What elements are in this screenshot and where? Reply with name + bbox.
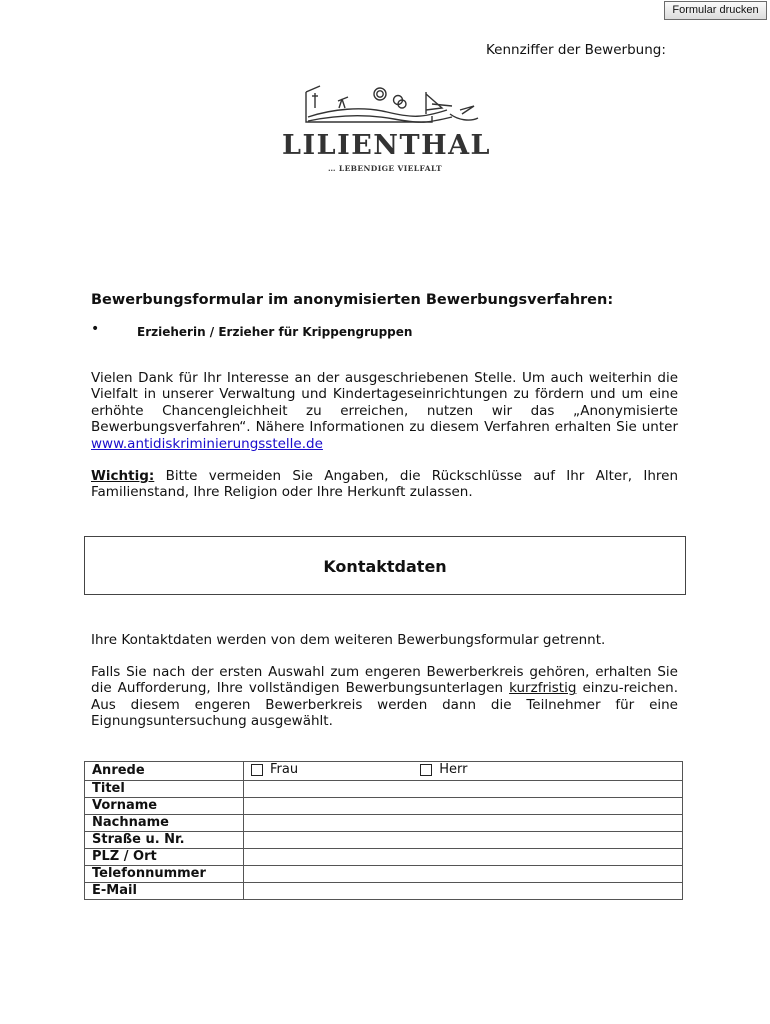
logo-wordmark: LILIENTHAL [282, 130, 492, 161]
section-title: Kontaktdaten [323, 557, 447, 576]
position-title: Erzieherin / Erzieher für Krippengruppen [137, 325, 413, 339]
first-name-field[interactable] [244, 797, 683, 814]
shortlist-paragraph [91, 664, 678, 730]
intro-text: Vielen Dank für Ihr Interesse an der ausgeschriebenen Stelle. Um auch weiterhin die Vielfalt in unserer Verwaltung und Kindertageseinrichtungen zu fördern und um eine erhöhte Chancengleichheit zu erreichen, nutzen wir das „Anonymisierte Bewerbungsverfahren“. Nähere Informationen zu diesem Verfahren erhalten Sie unter [91, 370, 678, 436]
table-row [85, 762, 683, 781]
application-reference-label: Kennziffer der Bewerbung: [486, 42, 666, 58]
title-field[interactable] [244, 780, 683, 797]
phone-field[interactable] [244, 865, 683, 882]
notice-paragraph [91, 468, 678, 501]
lilienthal-logo [282, 84, 492, 178]
shortlist-emphasis: kurzfristig [509, 680, 577, 697]
intro-paragraph [91, 370, 678, 452]
form-heading: Bewerbungsformular im anonymisierten Bewerbungsverfahren: [91, 292, 614, 308]
salutation-label: Anrede [85, 762, 244, 781]
phone-label: Telefonnummer [85, 865, 244, 882]
last-name-field[interactable] [244, 814, 683, 831]
section-box [84, 536, 686, 595]
contact-form-table [84, 761, 683, 900]
title-label: Titel [85, 780, 244, 797]
frau-checkbox[interactable] [251, 764, 263, 776]
frau-label: Frau [270, 762, 299, 777]
shortlist-text-before: Falls Sie nach der ersten Auswahl zum engeren Bewerberkreis gehören, erhalten Sie die Aufforderung, Ihre vollständigen Bewerbungsunterlagen [91, 664, 678, 697]
notice-label: Wichtig: [91, 468, 155, 484]
notice-text: Bitte vermeiden Sie Angaben, die Rückschlüsse auf Ihr Alter, Ihren Familienstand, Ihre Religion oder Ihre Herkunft zulassen. [91, 468, 678, 501]
table-row [85, 882, 683, 899]
table-row [85, 831, 683, 848]
logo-illustration [282, 84, 488, 130]
table-row [85, 780, 683, 797]
salutation-frau-option[interactable] [251, 762, 298, 777]
antidiscrimination-link[interactable]: www.antidiskriminierungsstelle.de [91, 435, 323, 452]
table-row [85, 814, 683, 831]
herr-checkbox[interactable] [420, 764, 432, 776]
bullet-symbol: • [91, 321, 100, 337]
shortlist-text-after: einzu-reichen. Aus diesem engeren Bewerberkreis werden dann die Teilnehmer für eine Eignungsuntersuchung ausgewählt. [91, 680, 679, 730]
print-form-button[interactable]: Formular drucken [664, 1, 767, 20]
email-label: E-Mail [85, 882, 244, 899]
logo-tagline: … LEBENDIGE VIELFALT [327, 164, 443, 173]
first-name-label: Vorname [85, 797, 244, 814]
street-label: Straße u. Nr. [85, 831, 244, 848]
postcode-city-label: PLZ / Ort [85, 848, 244, 865]
table-row [85, 848, 683, 865]
salutation-herr-option[interactable] [302, 762, 467, 777]
email-field[interactable] [244, 882, 683, 899]
contact-note: Ihre Kontaktdaten werden von dem weiteren Bewerbungsformular getrennt. [91, 632, 606, 648]
postcode-city-field[interactable] [244, 848, 683, 865]
last-name-label: Nachname [85, 814, 244, 831]
table-row [85, 797, 683, 814]
table-row [85, 865, 683, 882]
street-field[interactable] [244, 831, 683, 848]
salutation-cell [244, 762, 683, 781]
herr-label: Herr [439, 762, 468, 777]
